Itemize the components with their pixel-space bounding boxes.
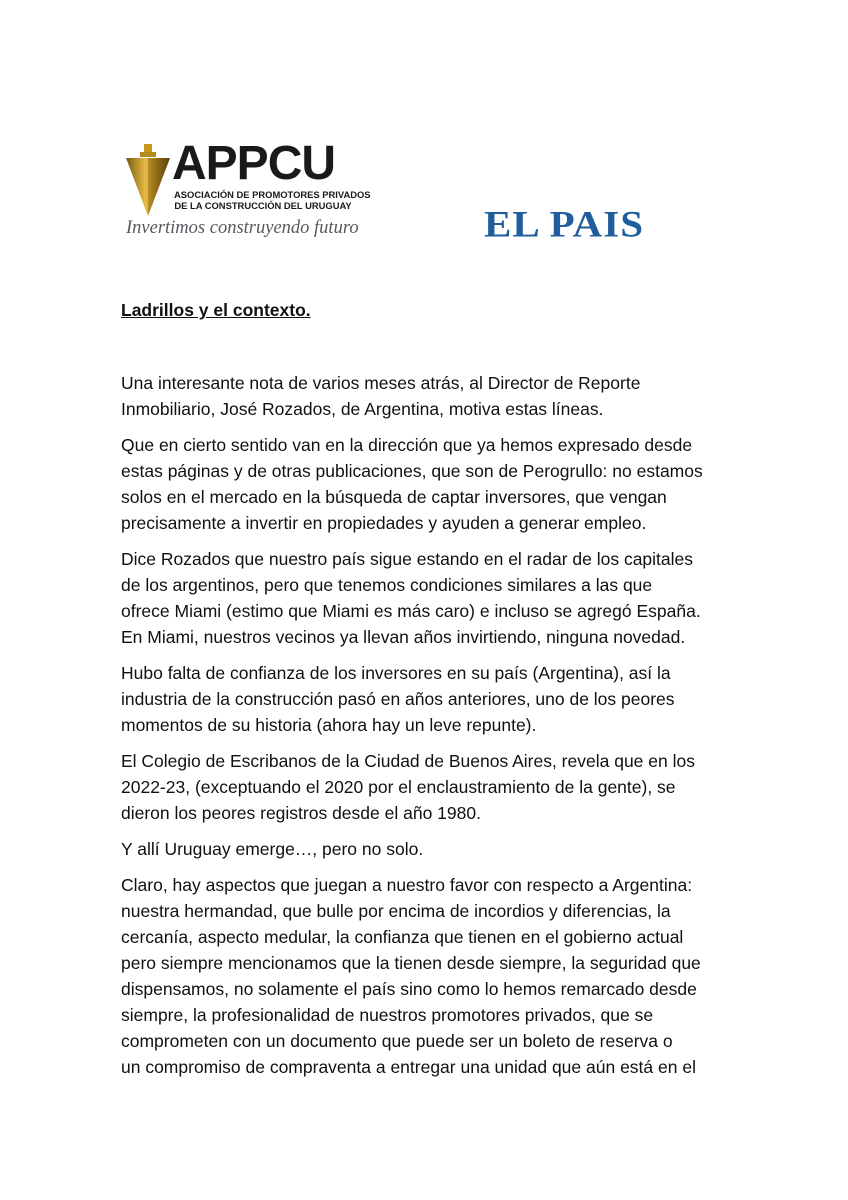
text-line: momentos de su historia (ahora hay un leve repunte). (121, 715, 537, 735)
appcu-logo (124, 137, 371, 242)
paragraph (121, 748, 733, 826)
text-line: Que en cierto sentido van en la dirección que ya hemos expresado desde (121, 435, 693, 455)
text-line: El Colegio de Escribanos de la Ciudad de Buenos Aires, revela que en los (121, 751, 695, 771)
paragraph (121, 660, 733, 738)
text-line: dispensamos, no solamente el país sino como lo hemos remarcado desde (121, 979, 697, 999)
text-line: solos en el mercado en la búsqueda de captar inversores, que vengan (121, 487, 667, 507)
text-line: Hubo falta de confianza de los inversores en su país (Argentina), así la (121, 663, 671, 683)
el-pais-logo: EL PAIS (484, 203, 645, 245)
paragraph (121, 546, 733, 650)
text-line: Inmobiliario, José Rozados, de Argentina, motiva estas líneas. (121, 399, 604, 419)
document-title: Ladrillos y el contexto. (121, 300, 311, 320)
paragraph (121, 872, 733, 1080)
document-body (121, 370, 733, 1090)
text-line: Dice Rozados que nuestro país sigue estando en el radar de los capitales (121, 549, 694, 569)
plumb-bob-icon (124, 144, 172, 216)
text-line: estas páginas y de otras publicaciones, que son de Perogrullo: no estamos (121, 461, 703, 481)
appcu-subtitle: ASOCIACIÓN DE PROMOTORES PRIVADOS DE LA CONSTRUCCIÓN DEL URUGUAY (174, 189, 371, 211)
text-line: nuestra hermandad, que bulle por encima de incordios y diferencias, la (121, 901, 671, 921)
text-line: ofrece Miami (estimo que Miami es más caro) e incluso se agregó España. (121, 601, 701, 621)
paragraph (121, 836, 733, 862)
text-line: pero siempre mencionamos que la tienen desde siempre, la seguridad que (121, 953, 701, 973)
text-line: siempre, la profesionalidad de nuestros promotores privados, que se (121, 1005, 654, 1025)
text-line: precisamente a invertir en propiedades y ayuden a generar empleo. (121, 513, 647, 533)
text-line: industria de la construcción pasó en años anteriores, uno de los peores (121, 689, 675, 709)
appcu-name: APPCU (172, 137, 336, 190)
text-line: comprometen con un documento que puede ser un boleto de reserva o (121, 1031, 673, 1051)
paragraph (121, 370, 733, 422)
text-line: Una interesante nota de varios meses atrás, al Director de Reporte (121, 373, 641, 393)
text-line: En Miami, nuestros vecinos ya llevan años invirtiendo, ninguna novedad. (121, 627, 686, 647)
paragraph (121, 432, 733, 536)
text-line: de los argentinos, pero que tenemos condiciones similares a las que (121, 575, 653, 595)
text-line: dieron los peores registros desde el año 1980. (121, 803, 481, 823)
text-line: cercanía, aspecto medular, la confianza que tienen en el gobierno actual (121, 927, 684, 947)
text-line: Claro, hay aspectos que juegan a nuestro favor con respecto a Argentina: (121, 875, 693, 895)
appcu-tagline: Invertimos construyendo futuro (126, 218, 359, 238)
text-line: Y allí Uruguay emerge…, pero no solo. (121, 839, 424, 859)
text-line: un compromiso de compraventa a entregar una unidad que aún está en el (121, 1057, 696, 1077)
text-line: 2022-23, (exceptuando el 2020 por el enclaustramiento de la gente), se (121, 777, 676, 797)
